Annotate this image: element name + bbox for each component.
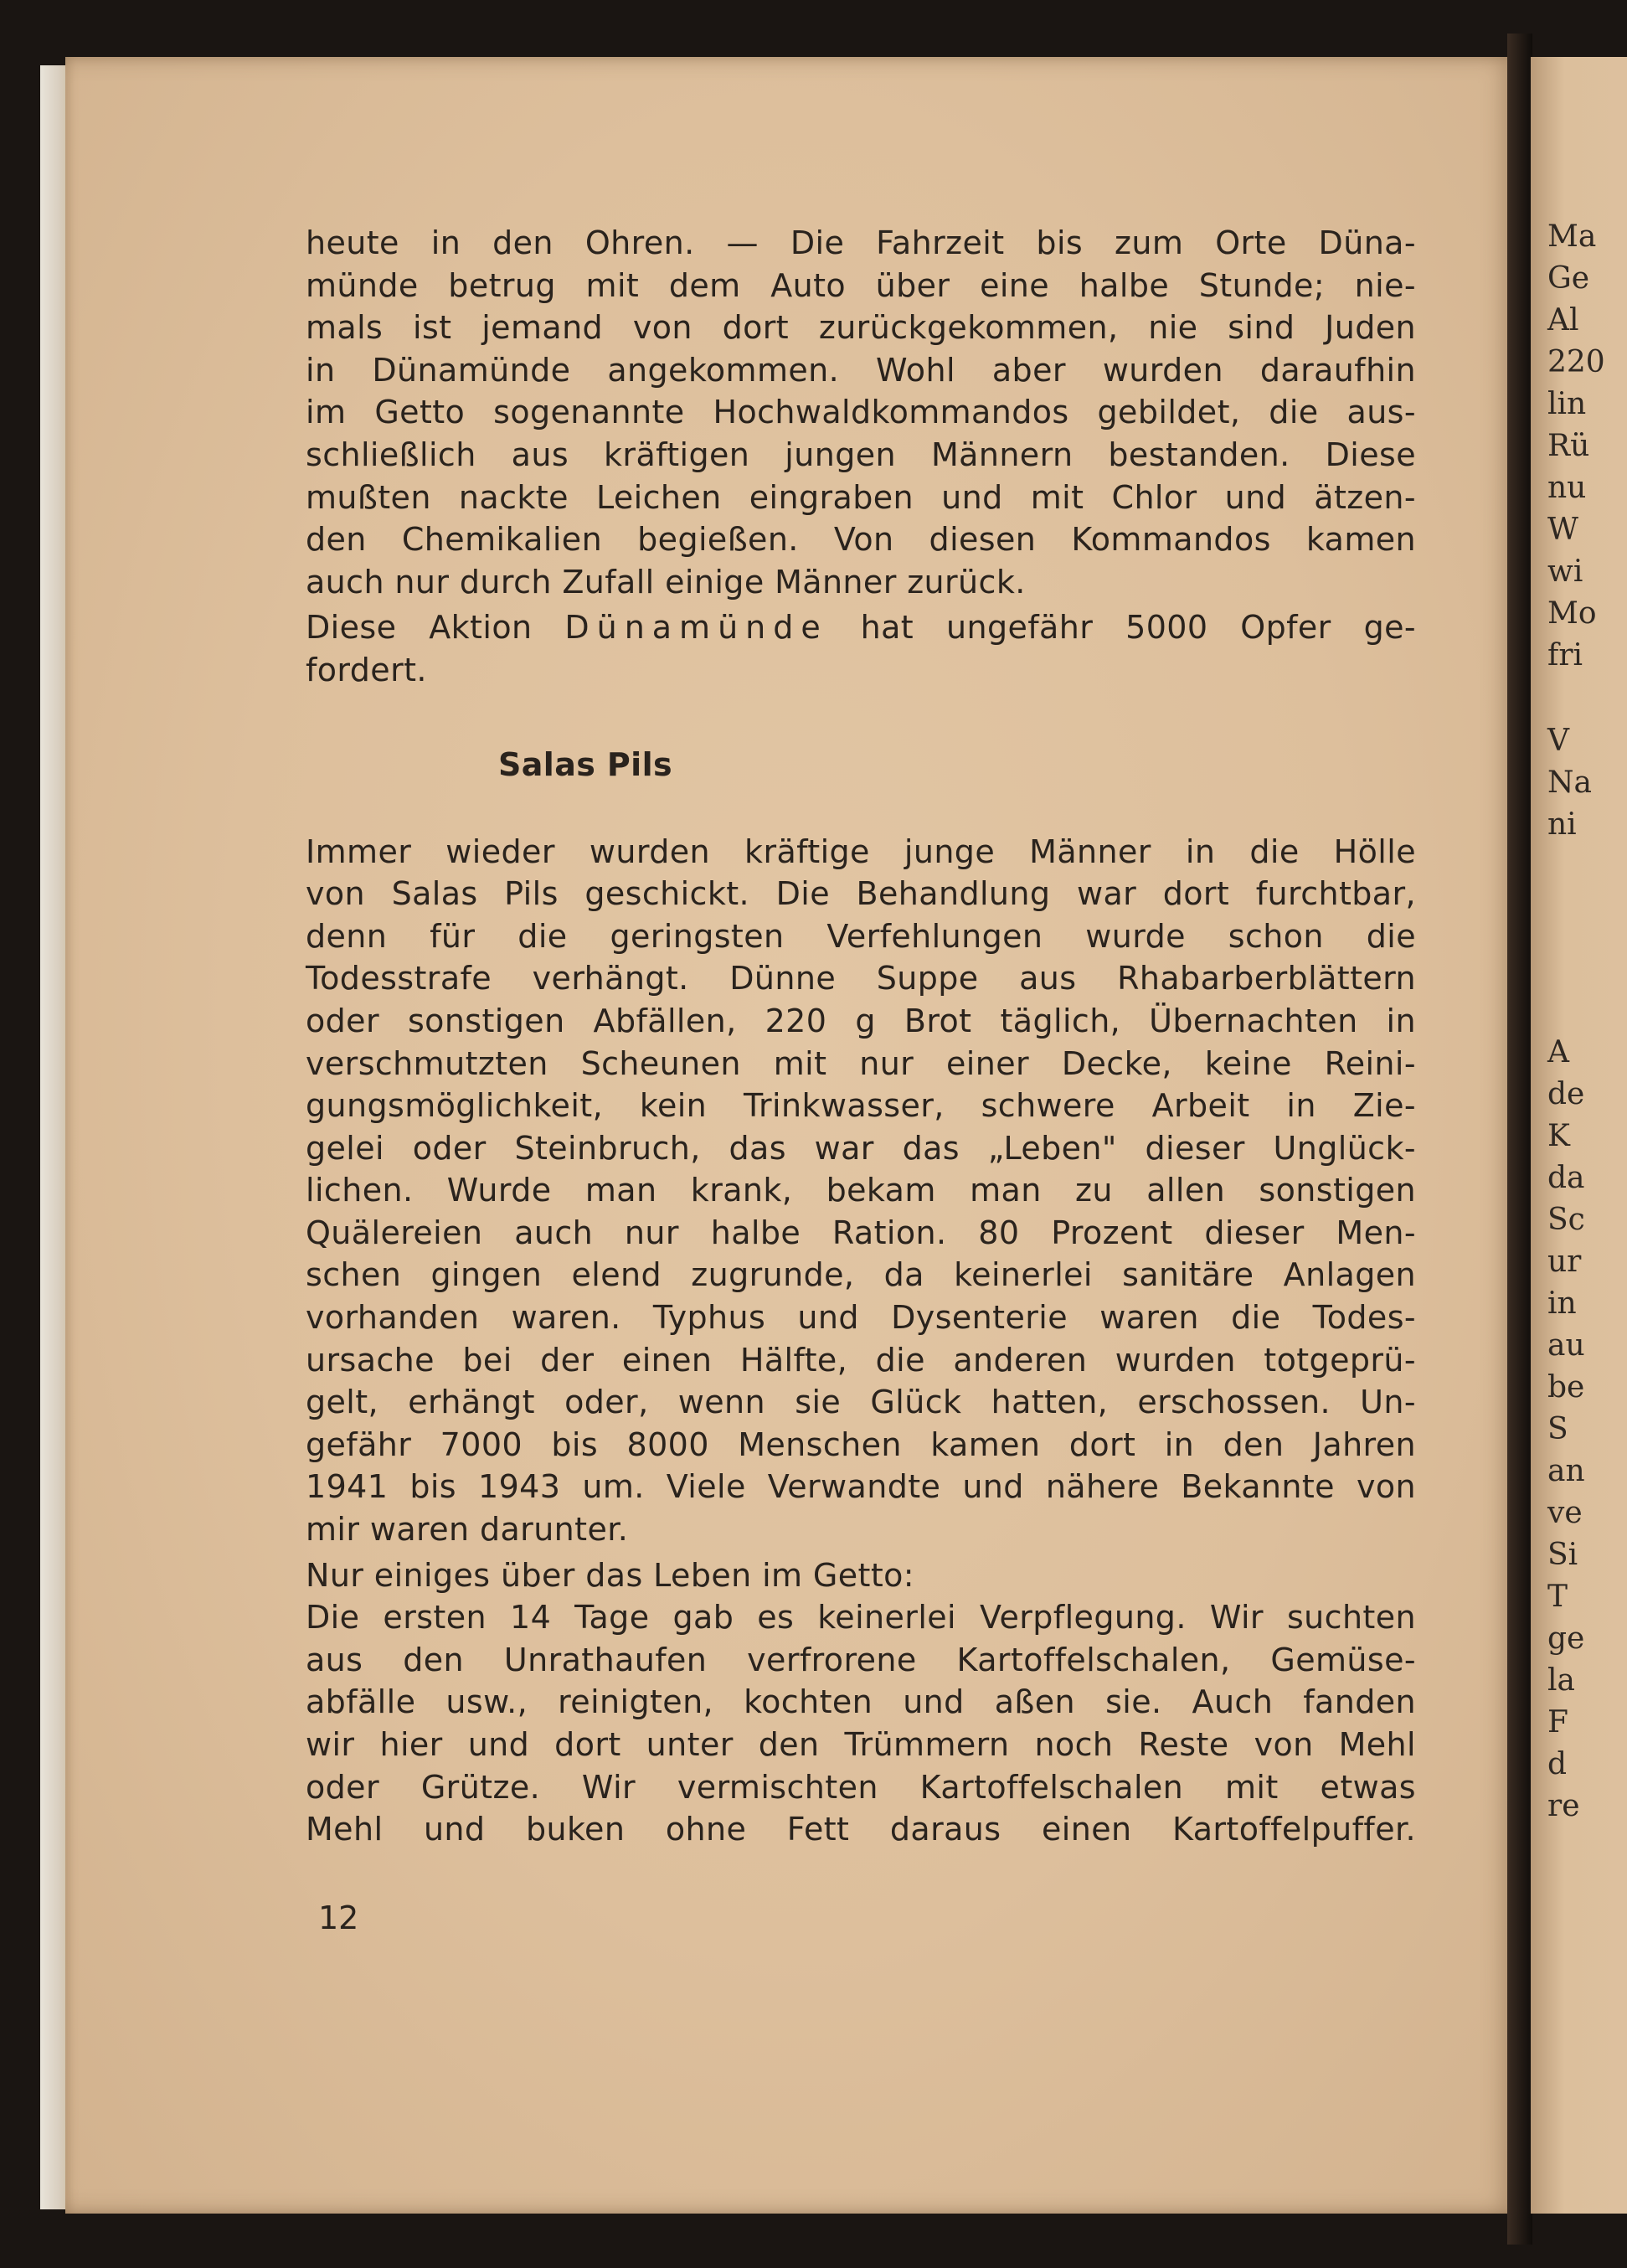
facing-text-fragment: ve — [1547, 1496, 1583, 1530]
facing-text-fragment: A — [1547, 1035, 1569, 1070]
text-line: Immer wieder wurden kräftige junge Männer in die Hölle — [306, 832, 1416, 870]
facing-text-fragment: da — [1547, 1161, 1585, 1195]
facing-text-fragment: in — [1547, 1286, 1577, 1321]
text-line: Nur einiges über das Leben im Getto: — [306, 1556, 915, 1594]
text-line: in Dünamünde angekommen. Wohl aber wurden daraufhin — [306, 351, 1416, 389]
facing-text-fragment: de — [1547, 1077, 1585, 1111]
facing-text-fragment: be — [1547, 1370, 1585, 1405]
facing-text-fragment: Mo — [1547, 596, 1597, 631]
facing-text-fragment: nu — [1547, 471, 1587, 505]
text-line: gungsmöglichkeit, kein Trinkwasser, schwere Arbeit in Zie- — [306, 1087, 1416, 1125]
text-line: Die ersten 14 Tage gab es keinerlei Verpflegung. Wir suchten — [306, 1599, 1416, 1637]
paragraph-3 — [306, 831, 1416, 1551]
facing-text-fragment: re — [1547, 1789, 1580, 1823]
facing-text-fragment: ni — [1547, 807, 1577, 842]
facing-page-text — [1547, 216, 1627, 1827]
facing-text-fragment: an — [1547, 1454, 1585, 1488]
facing-text-fragment: 220 — [1547, 345, 1605, 379]
text-line — [306, 606, 1416, 649]
facing-text-fragment: Ma — [1547, 219, 1597, 254]
text-line: abfälle usw., reinigten, kochten und aßen sie. Auch fanden — [306, 1683, 1416, 1721]
facing-text-fragment: Sc — [1547, 1203, 1585, 1237]
text-span: Diese Aktion — [306, 609, 533, 647]
text-line: vorhanden waren. Typhus und Dysenterie waren die Todes- — [306, 1299, 1416, 1337]
text-line: von Salas Pils geschickt. Die Behandlung war dort furchtbar, — [306, 875, 1416, 913]
facing-text-fragment: lin — [1547, 387, 1587, 421]
facing-text-fragment: ge — [1547, 1621, 1585, 1656]
facing-text-fragment: F — [1547, 1705, 1568, 1740]
text-line: schen gingen elend zugrunde, da keinerlei sanitäre Anlagen — [306, 1256, 1416, 1294]
text-line: mußten nackte Leichen eingraben und mit Chlor und ätzen- — [306, 478, 1416, 516]
text-line: wir hier und dort unter den Trümmern noch Reste von Mehl — [306, 1726, 1416, 1763]
facing-text-fragment: S — [1547, 1412, 1568, 1446]
text-span: hat ungefähr 5000 Opfer ge- — [860, 609, 1417, 647]
facing-text-fragment: fri — [1547, 638, 1583, 673]
text-line: Mehl und buken ohne Fett daraus einen Kartoffelpuffer. — [306, 1811, 1416, 1848]
text-line: aus den Unrathaufen verfrorene Kartoffelschalen, Gemüse- — [306, 1641, 1416, 1678]
text-line: denn für die geringsten Verfehlungen wurde schon die — [306, 917, 1416, 955]
text-line: auch nur durch Zufall einige Männer zurück. — [306, 563, 1026, 601]
text-line: ursache bei der einen Hälfte, die anderen wurden totgeprü- — [306, 1341, 1416, 1379]
facing-page-fragment — [1531, 57, 1627, 2214]
facing-text-fragment: wi — [1547, 554, 1583, 589]
text-line: im Getto sogenannte Hochwaldkommandos gebildet, die aus- — [306, 394, 1416, 431]
text-line: oder Grütze. Wir vermischten Kartoffelschalen mit etwas — [306, 1768, 1416, 1806]
facing-text-fragment: T — [1547, 1580, 1568, 1614]
facing-text-fragment: la — [1547, 1663, 1575, 1698]
book-gutter — [1507, 34, 1532, 2245]
facing-text-fragment: Ge — [1547, 261, 1590, 296]
section-heading: Salas Pils — [498, 745, 673, 783]
paragraph-1 — [306, 222, 1416, 603]
text-line: gelt, erhängt oder, wenn sie Glück hatten, erschossen. Un- — [306, 1384, 1416, 1421]
text-line: Quälereien auch nur halbe Ration. 80 Prozent dieser Men- — [306, 1214, 1416, 1251]
facing-text-fragment: W — [1547, 513, 1579, 547]
paragraph-2 — [306, 606, 1416, 691]
paragraph-4 — [306, 1554, 1416, 1597]
text-line: mals ist jemand von dort zurückgekommen, nie sind Juden — [306, 309, 1416, 347]
facing-text-fragment: Al — [1547, 303, 1579, 338]
facing-text-fragment: d — [1547, 1747, 1568, 1781]
text-line: heute in den Ohren. — Die Fahrzeit bis zum Orte Düna- — [306, 224, 1416, 261]
facing-text-fragment: V — [1547, 724, 1569, 758]
text-line: gefähr 7000 bis 8000 Menschen kamen dort in den Jahren — [306, 1425, 1416, 1463]
facing-text-fragment: Rü — [1547, 429, 1590, 463]
facing-text-fragment: Na — [1547, 765, 1592, 800]
text-line: 1941 bis 1943 um. Viele Verwandte und nähere Bekannte von — [306, 1468, 1416, 1506]
text-line: lichen. Wurde man krank, bekam man zu allen sonstigen — [306, 1172, 1416, 1209]
text-line: verschmutzten Scheunen mit nur einer Decke, keine Reini- — [306, 1044, 1416, 1082]
paragraph-5 — [306, 1596, 1416, 1851]
emphasized-place-name: Dünamünde — [564, 609, 828, 647]
text-line: münde betrug mit dem Auto über eine halbe Stunde; nie- — [306, 266, 1416, 304]
text-line: gelei oder Steinbruch, das war das „Leben" dieser Unglück- — [306, 1129, 1416, 1167]
text-line: Todesstrafe verhängt. Dünne Suppe aus Rhabarberblättern — [306, 960, 1416, 997]
facing-text-fragment: au — [1547, 1328, 1585, 1363]
facing-text-fragment: Si — [1547, 1538, 1578, 1572]
page-number: 12 — [318, 1899, 359, 1936]
text-line: mir waren darunter. — [306, 1511, 629, 1549]
body-text — [306, 222, 1416, 1851]
text-line: oder sonstigen Abfällen, 220 g Brot täglich, Übernachten in — [306, 1002, 1416, 1039]
text-line: den Chemikalien begießen. Von diesen Kommandos kamen — [306, 521, 1416, 559]
facing-text-fragment: ur — [1547, 1245, 1582, 1279]
facing-text-fragment: K — [1547, 1119, 1570, 1153]
text-line: fordert. — [306, 651, 427, 688]
text-line: schließlich aus kräftigen jungen Männern bestanden. Diese — [306, 436, 1416, 473]
